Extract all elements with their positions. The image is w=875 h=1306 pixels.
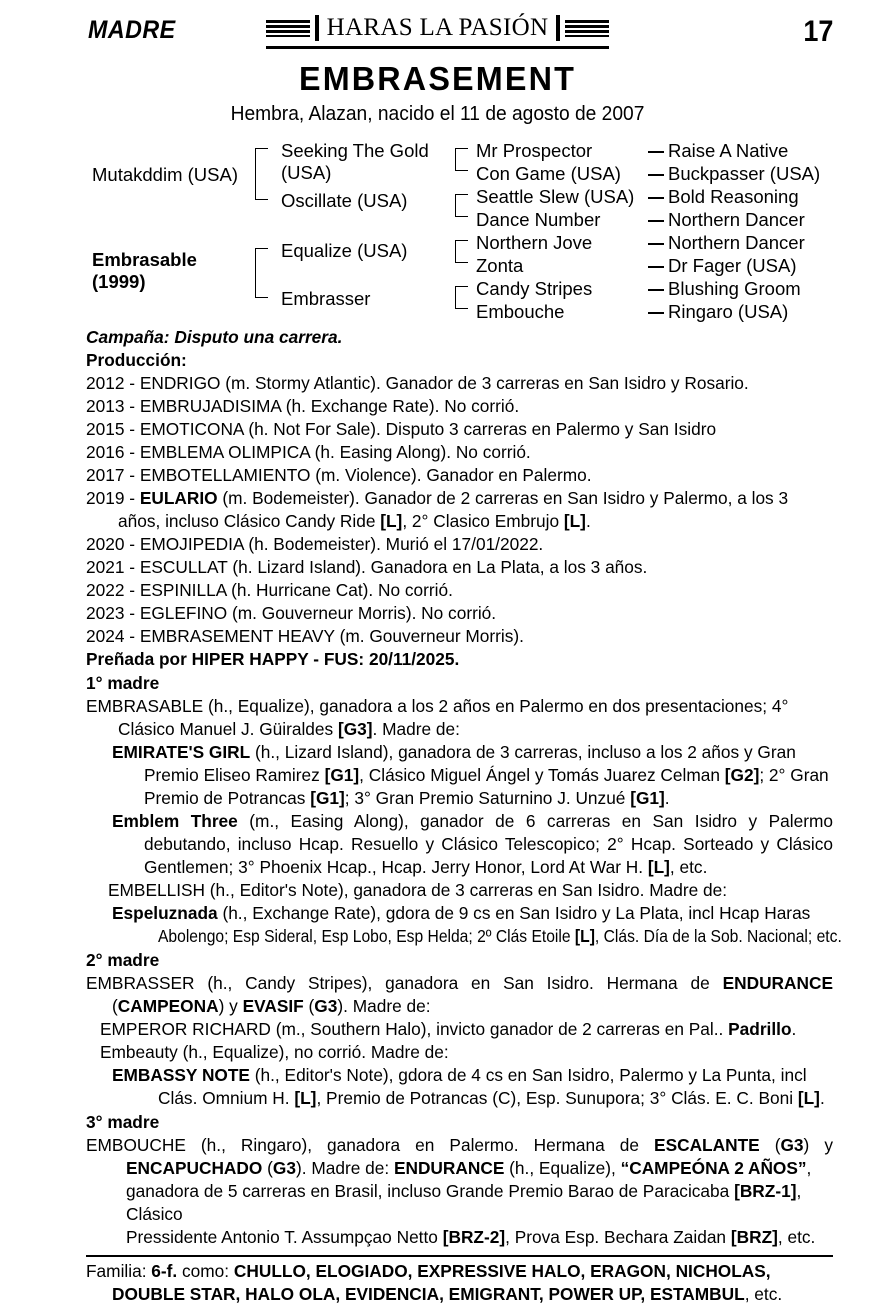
paren-open: (: [262, 1158, 273, 1178]
horse-subtitle: Hembra, Alazan, nacido el 11 de agosto de 2007: [230, 103, 645, 125]
offspring-desc: Omnium H.: [202, 1088, 295, 1108]
relative-endurance: ENDURANCE: [722, 973, 833, 993]
entry-year: 2013 -: [86, 396, 140, 416]
pedigree-chart: [0, 136, 875, 326]
produccion-heading: Producción:: [86, 350, 187, 370]
pedigree-g3-4: Northern Jove: [476, 232, 593, 253]
black-type-g1: [G1]: [324, 765, 360, 785]
campana-text: Disputo una carrera.: [174, 327, 343, 347]
campana-label: Campaña:: [86, 327, 170, 347]
familia-label: Familia:: [86, 1261, 152, 1281]
madre2-line2: [86, 995, 833, 1018]
madre3-desc: (h., Equalize),: [504, 1158, 621, 1178]
familia-etc: , etc.: [744, 1284, 783, 1304]
entry-name: ESPINILLA: [139, 580, 227, 600]
offspring-desc: Eliseo Ramirez: [203, 765, 325, 785]
offspring-name: Emblem Three: [112, 811, 238, 831]
black-type-g3: G3: [272, 1158, 296, 1178]
familia-line-2: [86, 1283, 833, 1306]
black-type-g3: [G3]: [337, 719, 373, 739]
campana-line: [86, 326, 833, 349]
section-heading-madre-2: 2° madre: [86, 950, 160, 970]
pedigree-bracket-dam: [255, 248, 268, 298]
pedigree-dam: [92, 249, 197, 292]
produccion-entry: [86, 441, 833, 464]
pedigree-dash-7: [648, 312, 664, 314]
pedigree-g4-1: Buckpasser (USA): [668, 163, 821, 184]
black-type-g1: [G1]: [630, 788, 665, 808]
pedigree-dash-0: [648, 151, 664, 153]
madre1-line1: EMBRASABLE (h., Equalize), ganadora a los 2 años en Palermo en dos presentaciones; 4° Clásico: [86, 696, 789, 739]
offspring-name: Espeluznada: [112, 903, 218, 923]
offspring-embassy-note: [86, 1064, 833, 1110]
logo-bars-left-icon: [266, 20, 310, 37]
section-heading-madre-3: 3° madre: [86, 1112, 160, 1132]
header-section-label: MADRE: [88, 16, 176, 44]
produccion-entry: [86, 533, 833, 556]
familia-names-line-2: DOUBLE STAR, HALO OLA, EVIDENCIA, EMIGRANT, POWER UP, ESTAMBUL: [112, 1284, 745, 1304]
pedigree-dam-name: Embrasable: [92, 249, 197, 270]
produccion-entry: [86, 418, 833, 441]
entry-rest: (h. Easing Along). No corrió.: [309, 442, 531, 462]
offspring-desc: .: [791, 1019, 797, 1039]
produccion-entry: [86, 602, 833, 625]
relative-escalante: ESCALANTE: [654, 1135, 760, 1155]
offspring-desc: (m., Easing Along), ganador de 6 carreras en San Isidro y Palermo debutando,: [144, 811, 834, 854]
pedigree-dash-5: [648, 266, 664, 268]
black-type-g3: G3: [780, 1135, 804, 1155]
madre3-desc: , Clásico: [126, 1181, 802, 1224]
entry-name: ESCULLAT: [139, 557, 228, 577]
pedigree-dash-2: [648, 197, 664, 199]
entry-year: 2019 -: [86, 488, 140, 508]
entry-cont-end: .: [585, 511, 591, 531]
entry-name: EMBRUJADISIMA: [139, 396, 281, 416]
madre3-line2: [86, 1157, 833, 1180]
offspring-desc: EMPEROR RICHARD (m., Southern Halo), invicto ganador de 2 carreras en Pal..: [100, 1019, 729, 1039]
black-type-l: [L]: [294, 1088, 317, 1108]
produccion-entry: [86, 579, 833, 602]
pedigree-g3-5: Zonta: [476, 255, 524, 276]
page-number: 17: [802, 15, 833, 48]
pedigree-bracket-g2-2: [455, 240, 468, 263]
pedigree-g4-3: Northern Dancer: [668, 209, 805, 230]
black-type-g2: [G2]: [724, 765, 760, 785]
status-padrillo: Padrillo: [728, 1019, 792, 1039]
offspring-desc: (h., Editor's Note), gdora de 4 cs en San Isidro, Palermo y La Punta, incl Clás.: [158, 1065, 807, 1108]
familia-names-line-1: CHULLO, ELOGIADO, EXPRESSIVE HALO, ERAGON, NICHOLAS,: [233, 1261, 771, 1281]
pedigree-g3-3: Dance Number: [476, 209, 601, 230]
pedigree-dash-4: [648, 243, 664, 245]
entry-rest: (m. Gouverneur Morris). No corrió.: [227, 603, 497, 623]
offspring-desc: , Premio de Potrancas (C), Esp. Sunupora; 3° Clás. E. C. Boni: [316, 1088, 798, 1108]
pedigree-text-body: [86, 326, 842, 1249]
entry-rest: (h. Hurricane Cat). No corrió.: [226, 580, 453, 600]
pedigree-g4-5: Dr Fager (USA): [668, 255, 797, 276]
entry-rest: (m. Stormy Atlantic). Ganador de 3 carreras en San Isidro y Rosario.: [220, 373, 749, 393]
entry-rest: (h. Exchange Rate). No corrió.: [280, 396, 520, 416]
madre3-desc: , etc.: [777, 1227, 816, 1247]
pedigree-g2-0: Seeking The Gold (USA): [281, 140, 429, 183]
madre2-desc: EMBRASSER (h., Candy Stripes), ganadora en San Isidro. Hermana de: [86, 973, 723, 993]
offspring-name: EMIRATE'S GIRL: [112, 742, 251, 762]
offspring-desc: .: [664, 788, 670, 808]
offspring-emblem-three: [86, 810, 833, 879]
madre3-line4: [86, 1226, 833, 1249]
relative-encapuchado: ENCAPUCHADO: [126, 1158, 263, 1178]
entry-year: 2023 -: [86, 603, 140, 623]
madre3-desc: ) y: [803, 1135, 833, 1155]
entry-year: 2016 -: [86, 442, 140, 462]
pedigree-g4-4: Northern Dancer: [668, 232, 805, 253]
paren-open: (: [112, 996, 118, 1016]
madre3-desc: ). Madre de:: [295, 1158, 394, 1178]
offspring-desc: Potrancas: [227, 788, 311, 808]
offspring-espeluznada: [86, 902, 833, 925]
produccion-entry: [86, 625, 833, 648]
madre1-line2-post: . Madre de:: [372, 719, 460, 739]
produccion-entry: [86, 372, 833, 395]
pedigree-dash-1: [648, 174, 664, 176]
pedigree-g2-2: Equalize (USA): [281, 240, 408, 261]
pedigree-g2-3: Embrasser: [281, 288, 371, 309]
entry-rest: (m. Violence). Ganador en Palermo.: [310, 465, 592, 485]
madre3-desc: Pressidente Antonio T. Assumpçao Netto: [126, 1227, 443, 1247]
entry-year: 2024 -: [86, 626, 140, 646]
pedigree-bracket-g2-0: [455, 148, 468, 171]
paren-open: (: [759, 1135, 781, 1155]
offspring-desc: .: [819, 1088, 825, 1108]
familia-line-1: [86, 1260, 833, 1283]
entry-year: 2015 -: [86, 419, 140, 439]
produccion-entry: [86, 487, 833, 533]
pedigree-g3-2: Seattle Slew (USA): [476, 186, 635, 207]
madre1-main: [86, 695, 833, 741]
logo-divider-left-icon: [315, 15, 319, 41]
entry-rest: (h. Bodemeister). Murió el 17/01/2022.: [243, 534, 544, 554]
pedigree-dash-6: [648, 289, 664, 291]
madre3-line1: [86, 1134, 833, 1157]
pedigree-bracket-g2-3: [455, 286, 468, 309]
entry-year: 2022 -: [86, 580, 140, 600]
madre1-line2-pre: Manuel J. Güiraldes: [179, 719, 338, 739]
pedigree-g2-1: Oscillate (USA): [281, 190, 408, 211]
pedigree-g4-7: Ringaro (USA): [668, 301, 789, 322]
offspring-desc: ; 3° Gran Premio Saturnino J. Unzué: [344, 788, 631, 808]
black-type-l: [L]: [574, 926, 595, 946]
relative-campeona: CAMPEONA: [117, 996, 219, 1016]
pedigree-dash-3: [648, 220, 664, 222]
entry-year: 2017 -: [86, 465, 140, 485]
entry-cont-mid: , 2° Clasico Embrujo: [402, 511, 564, 531]
madre2-line1: [86, 972, 833, 995]
entry-name: EULARIO: [139, 488, 218, 508]
entry-rest: (m. Bodemeister). Ganador de 2 carreras en San Isidro y Palermo, a los 3 años,: [118, 488, 789, 531]
pedigree-g3-6: Candy Stripes: [476, 278, 593, 299]
familia-block: [86, 1260, 833, 1306]
offspring-desc: (h., Exchange Rate), gdora de 9 cs en San Isidro y La Plata, incl Hcap Haras: [217, 903, 811, 923]
madre3-desc: ganadora de 5 carreras en Brasil, incluso Grande Premio Barao de Paracicaba: [126, 1181, 735, 1201]
title-block: [0, 60, 875, 126]
pedigree-g4-6: Blushing Groom: [668, 278, 801, 299]
relative-evasif: EVASIF: [242, 996, 304, 1016]
offspring-emirates-girl: [86, 741, 833, 810]
page-header: [0, 0, 875, 58]
madre2-desc: ). Madre de:: [337, 996, 431, 1016]
haras-logo: [0, 14, 875, 49]
entry-rest: (h. Lizard Island). Ganadora en La Plata, a los 3 años.: [227, 557, 648, 577]
offspring-desc: , etc.: [669, 857, 708, 877]
black-type-g1: [G1]: [310, 788, 345, 808]
entry-year: 2021 -: [86, 557, 140, 577]
familia-code: 6-f.: [151, 1261, 178, 1281]
logo-underline: [266, 46, 610, 49]
black-type-l: [L]: [563, 511, 586, 531]
offspring-embeauty: Embeauty (h., Equalize), no corrió. Madre de:: [100, 1042, 449, 1062]
award-campeona-2-anos: “CAMPEÓNA 2 AÑOS”: [620, 1158, 807, 1178]
offspring-emperor-richard: [86, 1018, 833, 1041]
entry-year: 2012 -: [86, 373, 140, 393]
offspring-desc: ; 2° Gran Premio de: [144, 765, 829, 808]
footer-divider: [86, 1255, 833, 1257]
espeluznada-cont-wrap: [158, 925, 842, 948]
produccion-entry: [86, 556, 833, 579]
entry-rest: (m. Gouverneur Morris).: [334, 626, 524, 646]
entry-name: EMOJIPEDIA: [139, 534, 244, 554]
pedigree-bracket-sire: [255, 148, 268, 200]
logo-bars-right-icon: [565, 20, 609, 37]
pedigree-g3-7: Embouche: [476, 301, 565, 322]
entry-name: EMOTICONA: [139, 419, 244, 439]
pedigree-dam-year: (1999): [92, 270, 146, 292]
black-type-l: [L]: [797, 1088, 820, 1108]
produccion-entry: [86, 395, 833, 418]
madre3-desc: ,: [806, 1158, 812, 1178]
pedigree-bracket-g2-1: [455, 194, 468, 217]
black-type-brz: [BRZ]: [730, 1227, 778, 1247]
entry-name: ENDRIGO: [139, 373, 221, 393]
entry-name: EMBRASEMENT HEAVY: [139, 626, 335, 646]
black-type-brz1: [BRZ-1]: [734, 1181, 797, 1201]
entry-name: EMBOTELLAMIENTO: [139, 465, 311, 485]
entry-cont-pre: incluso Clásico Candy Ride: [165, 511, 381, 531]
offspring-endurance: ENDURANCE: [393, 1158, 505, 1178]
black-type-l: [L]: [647, 857, 670, 877]
pedigree-sire: Mutakddim (USA): [92, 164, 238, 185]
pedigree-g3-0: Mr Prospector: [476, 140, 593, 161]
offspring-desc: Phoenix Hcap., Hcap. Jerry Honor, Lord At War H.: [259, 857, 648, 877]
offspring-espeluznada-cont: [86, 925, 842, 948]
logo-divider-right-icon: [556, 15, 560, 41]
offspring-desc: Abolengo; Esp Sideral, Esp Lobo, Esp Helda; 2º Clás Etoile: [158, 926, 575, 946]
madre3-desc: EMBOUCHE (h., Ringaro), ganadora en Palermo. Hermana de: [86, 1135, 655, 1155]
madre3-desc: , Prova Esp. Bechara Zaidan: [505, 1227, 731, 1247]
paren-open: (: [303, 996, 315, 1016]
madre2-desc: ) y: [218, 996, 243, 1016]
prenada-line: Preñada por HIPER HAPPY - FUS: 20/11/2025.: [86, 649, 460, 669]
familia-como: como:: [177, 1261, 234, 1281]
black-type-brz2: [BRZ-2]: [442, 1227, 506, 1247]
offspring-desc: , Clásico Miguel Ángel y Tomás Juarez Celman: [359, 765, 725, 785]
entry-year: 2020 -: [86, 534, 140, 554]
offspring-name: EMBASSY NOTE: [112, 1065, 250, 1085]
pedigree-g4-0: Raise A Native: [668, 140, 789, 161]
logo-text: HARAS LA PASIÓN: [326, 14, 549, 41]
entry-rest: (h. Not For Sale). Disputo 3 carreras en Palermo y San Isidro: [243, 419, 717, 439]
entry-name: EMBLEMA OLIMPICA: [139, 442, 310, 462]
pedigree-g4-2: Bold Reasoning: [668, 186, 799, 207]
offspring-embellish: EMBELLISH (h., Editor's Note), ganadora de 3 carreras en San Isidro. Madre de:: [108, 880, 728, 900]
black-type-g3: G3: [314, 996, 338, 1016]
pedigree-g3-1: Con Game (USA): [476, 163, 621, 184]
produccion-entry: [86, 464, 833, 487]
section-heading-madre-1: 1° madre: [86, 673, 160, 693]
black-type-l: [L]: [380, 511, 403, 531]
offspring-desc: (h., Lizard Island), ganadora de 3 carreras, incluso a los 2 años y Gran Premio: [144, 742, 796, 785]
madre3-line3: [86, 1180, 833, 1226]
offspring-desc: incluso Hcap. Resuello y Clásico Telescopico; 2° Hcap. Sorteado y Clásico Gentlemen; 3°: [144, 834, 833, 877]
offspring-desc: , Clás. Día de la Sob. Nacional; etc.: [594, 926, 842, 946]
horse-name: EMBRASEMENT: [298, 60, 577, 97]
entry-name: EGLEFINO: [139, 603, 228, 623]
